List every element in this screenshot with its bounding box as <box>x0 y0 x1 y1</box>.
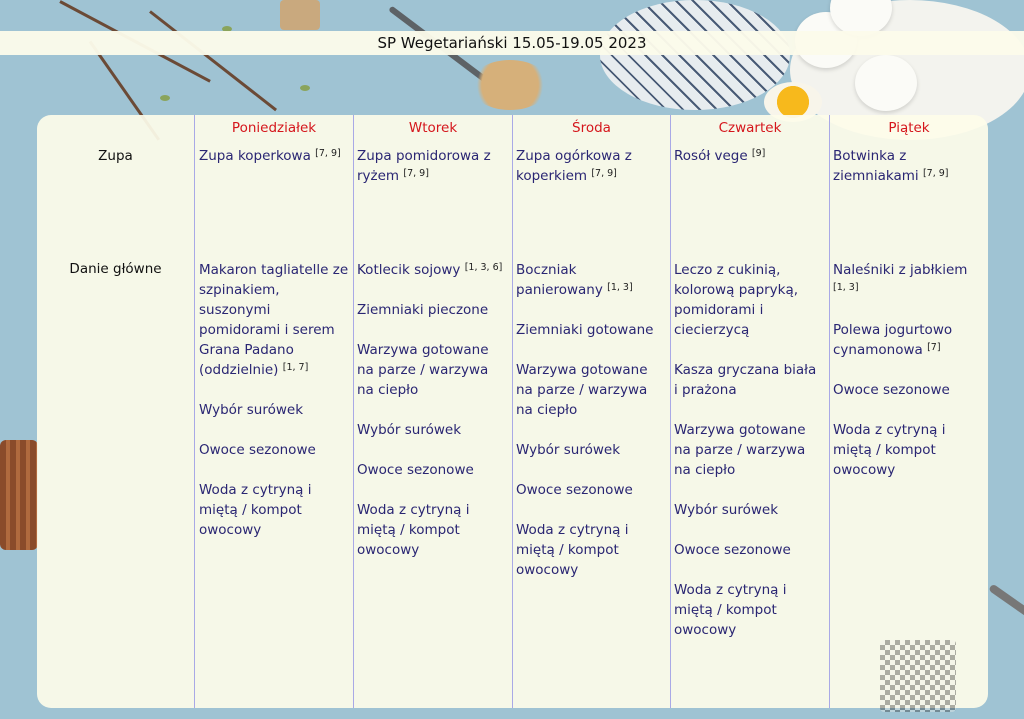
list-item: Owoce sezonowe <box>516 482 633 498</box>
list-item: Woda z cytryną i miętą / kompot owocowy <box>357 502 470 558</box>
list-item: Makaron tagliatelle ze szpinakiem, suszonymi pomidorami i serem Grana Padano (oddzielnie) [1, 7] <box>199 262 349 378</box>
soup-friday: Botwinka z ziemniakami [7, 9] <box>833 148 949 184</box>
day-header-thursday: Czwartek <box>718 120 782 136</box>
list-item: Ziemniaki pieczone <box>357 302 489 318</box>
day-header-friday: Piątek <box>888 120 930 136</box>
list-item: Woda z cytryną i miętą / kompot owocowy <box>199 482 312 538</box>
list-item: Woda z cytryną i miętą / kompot owocowy <box>833 422 946 478</box>
list-item: Warzywa gotowane na parze / warzywa na ciepło <box>516 362 648 418</box>
day-header-tuesday: Wtorek <box>408 120 458 136</box>
list-item: Wybór surówek <box>357 422 462 438</box>
list-item: Kasza gryczana biała i prażona <box>674 362 817 398</box>
soup-wednesday: Zupa ogórkowa z koperkiem [7, 9] <box>516 148 632 184</box>
main-tuesday <box>357 260 507 580</box>
list-item: Warzywa gotowane na parze / warzywa na ciepło <box>674 422 806 478</box>
list-item: Boczniak panierowany [1, 3] <box>516 262 633 298</box>
list-item: Leczo z cukinią, kolorową papryką, pomidorami i ciecierzycą <box>674 262 799 338</box>
list-item: Wybór surówek <box>674 502 779 518</box>
main-thursday <box>674 260 824 660</box>
main-friday <box>833 260 983 500</box>
menu-table <box>37 115 988 708</box>
list-item: Kotlecik sojowy [1, 3, 6] <box>357 262 503 278</box>
qr-code-icon <box>880 640 956 712</box>
page-title: SP Wegetariański 15.05-19.05 2023 <box>0 31 1024 55</box>
day-header-monday: Poniedziałek <box>231 120 317 136</box>
list-item: Naleśniki z jabłkiem [1, 3] <box>833 262 968 293</box>
soup-thursday: Rosół vege [9] <box>674 148 766 164</box>
main-wednesday <box>516 260 666 600</box>
row-label-soup: Zupa <box>98 148 133 164</box>
list-item: Owoce sezonowe <box>833 382 950 398</box>
list-item: Owoce sezonowe <box>357 462 474 478</box>
list-item: Woda z cytryną i miętą / kompot owocowy <box>674 582 787 638</box>
list-item: Woda z cytryną i miętą / kompot owocowy <box>516 522 629 578</box>
row-label-main: Danie główne <box>69 261 162 277</box>
soup-monday: Zupa koperkowa [7, 9] <box>199 148 341 164</box>
list-item: Owoce sezonowe <box>199 442 316 458</box>
soup-tuesday: Zupa pomidorowa z ryżem [7, 9] <box>357 148 491 184</box>
main-monday <box>199 260 349 560</box>
list-item: Polewa jogurtowo cynamonowa [7] <box>833 322 953 358</box>
list-item: Wybór surówek <box>516 442 621 458</box>
list-item: Ziemniaki gotowane <box>516 322 654 338</box>
list-item: Owoce sezonowe <box>674 542 791 558</box>
list-item: Wybór surówek <box>199 402 304 418</box>
list-item: Warzywa gotowane na parze / warzywa na ciepło <box>357 342 489 398</box>
day-header-wednesday: Środa <box>572 120 611 136</box>
